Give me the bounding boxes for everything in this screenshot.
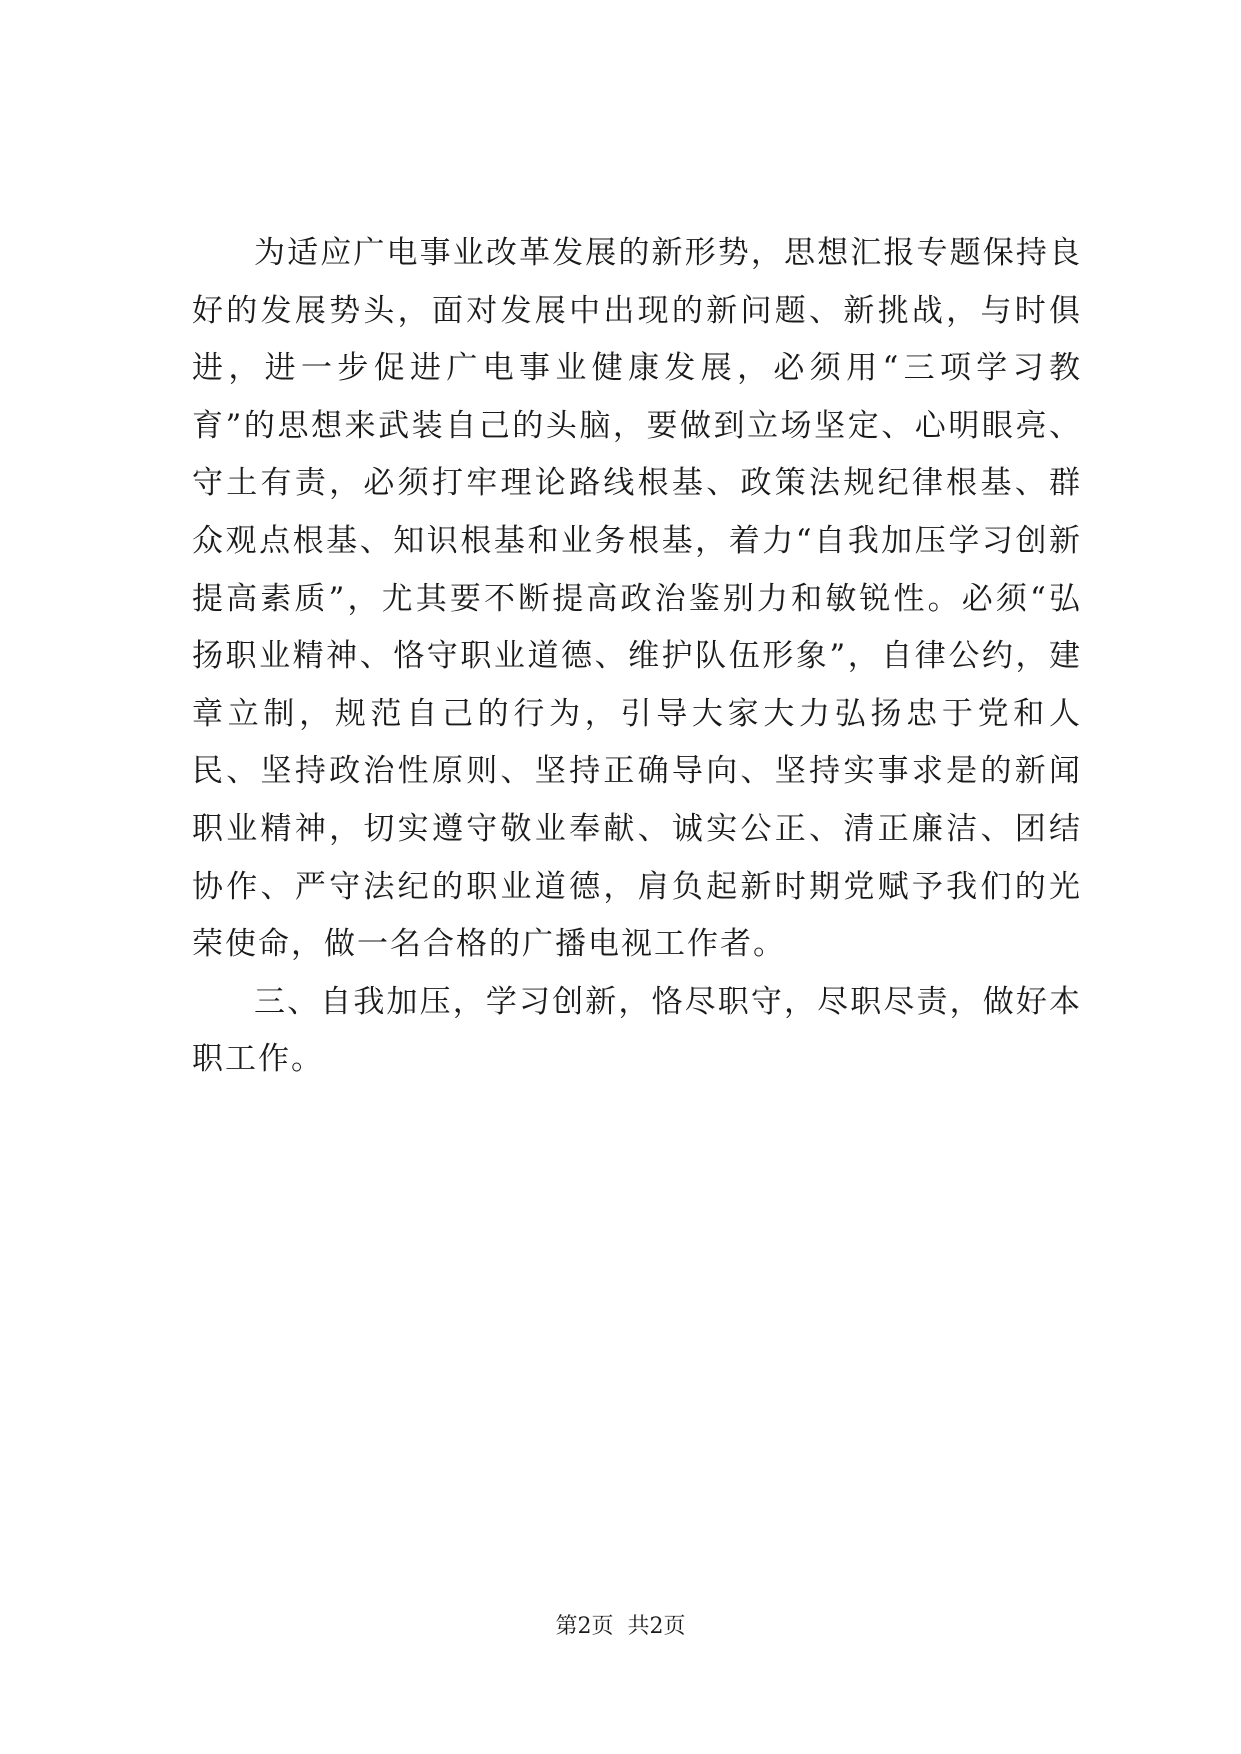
- total-pages-label: 共2页: [627, 1614, 686, 1639]
- page-footer: [0, 1612, 1241, 1642]
- body-paragraph: 为适应广电事业改革发展的新形势，思想汇报专题保持良好的发展势头，面对发展中出现的新问题、新挑战，与时俱进，进一步促进广电事业健康发展，必须用“三项学习教育”的思想来武装自己的头脑，要做到立场坚定、心明眼亮、守土有责，必须打牢理论路线根基、政策法规纪律根基、群众观点根基、知识根基和业务根基，着力“自我加压学习创新提高素质”，尤其要不断提高政治鉴别力和敏锐性。必须“弘扬职业精神、恪守职业道德、维护队伍形象”，自律公约，建章立制，规范自己的行为，引导大家大力弘扬忠于党和人民、坚持政治性原则、坚持正确导向、坚持实事求是的新闻职业精神，切实遵守敬业奉献、诚实公正、清正廉洁、团结协作、严守法纪的职业道德，肩负起新时期党赋予我们的光荣使命，做一名合格的广播电视工作者。: [192, 235, 1082, 963]
- section-heading-paragraph: 三、自我加压，学习创新，恪尽职守，尽职尽责，做好本职工作。: [192, 983, 1082, 1078]
- document-body: [192, 225, 1082, 1089]
- current-page-label: 第2页: [555, 1614, 614, 1639]
